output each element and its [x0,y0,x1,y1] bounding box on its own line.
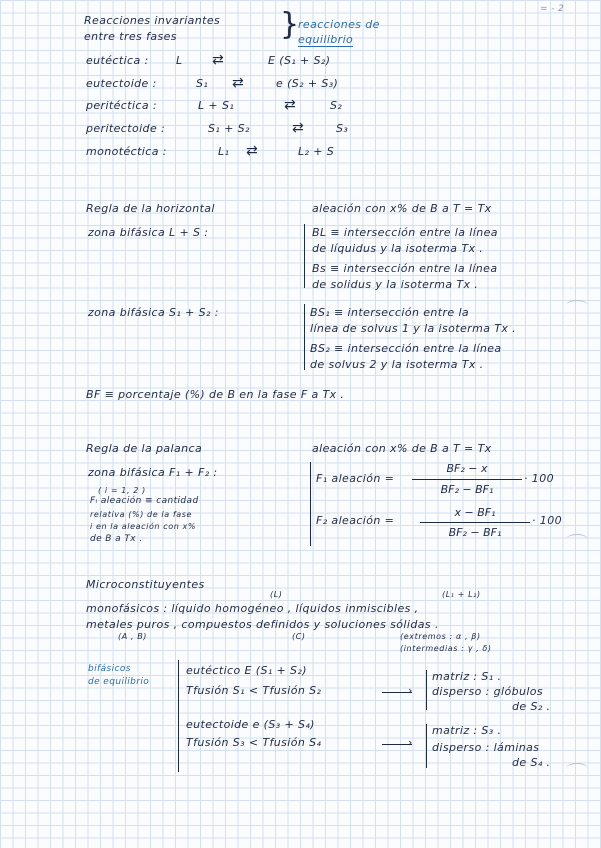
formula-numerator: BF₂ − x [446,462,488,475]
punch-hole-mark [566,763,588,774]
reaction-right: L₂ + S [298,145,335,158]
note-line: relativa (%) de la fase [90,510,193,519]
formula-tail: · 100 [524,472,554,485]
note-line: de B a Tx . [90,534,143,544]
section-subtitle: reacciones de [298,18,380,31]
bracket-line [178,660,179,772]
text-line: monofásicos : líquido homogéneo , líquidos inmiscibles , [86,602,419,615]
footnote: BF ≡ porcentaje (%) de B en la fase F a Tx . [86,388,345,401]
group-line: Tfusión S₁ < Tfusión S₂ [186,684,322,697]
zone-line: de líquidus y la isoterma Tx . [312,242,484,255]
arrow-head: › [408,684,413,697]
brace-line: disperso : láminas [432,741,540,754]
equilibrium-arrow: ⇄ [232,75,245,91]
reaction-left: L + S₁ [198,99,235,112]
condition-text: aleación con x% de B a T = Tx [312,202,492,215]
punch-hole-mark [566,534,588,545]
section-title: Regla de la palanca [86,442,203,455]
text-line: metales puros , compuestos definidos y soluciones sólidas . [86,618,439,631]
reaction-right: E (S₁ + S₂) [268,54,331,67]
note-line: Fᵢ aleación ≡ cantidad [90,496,199,506]
divider-line [304,224,305,288]
annotation: (C) [292,632,306,641]
annotation: (intermedias : γ , δ) [400,644,492,653]
reaction-name: peritectoide : [86,122,166,135]
brace-line [426,670,427,710]
annotation: (A , B) [118,632,148,641]
zone-line: BS₂ ≡ intersección entre la línea [310,342,502,355]
page-mark: = - 2 [540,4,565,14]
zone-line: BL ≡ intersección entre la línea [312,226,498,239]
section-title: Microconstituyentes [86,578,205,591]
equilibrium-arrow: ⇄ [292,120,305,136]
section-title: Regla de la horizontal [86,202,215,215]
zone-label: zona bifásica F₁ + F₂ : [88,466,218,479]
note-line: ( i = 1, 2 ) [98,486,146,495]
brace-line: de S₄ . [512,756,551,769]
zone-label: zona bifásica S₁ + S₂ : [88,306,219,319]
reaction-left: S₁ [196,77,209,90]
equilibrium-arrow: ⇄ [212,52,225,68]
formula-tail: · 100 [532,514,562,527]
divider-line [304,304,305,370]
section-subtitle: equilibrio [298,33,354,46]
zone-line: línea de solvus 1 y la isoterma Tx . [310,322,517,335]
reaction-name: peritéctica : [86,99,158,112]
reaction-name: eutéctica : [86,54,149,67]
zone-line: de solidus y la isoterma Tx . [312,278,479,291]
brace: matriz : S₃ . [432,724,502,737]
biphasic-label: de equilibrio [88,677,150,687]
formula-denominator: BF₂ − BF₁ [448,526,502,539]
group-line: Tfusión S₃ < Tfusión S₄ [186,736,322,749]
formula-numerator: x − BF₁ [454,506,496,519]
divider-line [310,462,311,546]
group-line: eutéctico E (S₁ + S₂) [186,664,307,677]
reaction-right: S₂ [330,99,343,112]
biphasic-label: bifásicos [88,664,131,674]
reaction-left: L [176,54,183,67]
annotation: (L₁ + L₂) [442,590,481,599]
brace: } [280,7,300,42]
brace: matriz : S₁ . [432,670,502,683]
formula-lhs: F₁ aleación = [316,472,395,485]
fraction-bar [420,522,530,523]
reaction-name: eutectoide : [86,77,157,90]
fraction-bar [412,479,522,480]
zone-line: Bs ≡ intersección entre la línea [312,262,498,275]
annotation: (L) [270,590,283,599]
formula-lhs: F₂ aleación = [316,514,395,527]
formula-denominator: BF₂ − BF₁ [440,483,494,496]
note-line: i en la aleación con x% [90,522,197,531]
zone-label: zona bifásica L + S : [88,226,209,239]
brace-line: disperso : glóbulos [432,685,544,698]
section-title: Reacciones invariantes [84,14,221,27]
reaction-left: L₁ [218,145,230,158]
arrow-head: › [408,736,413,749]
reaction-name: monotéctica : [86,145,167,158]
section-title: entre tres fases [84,30,177,43]
punch-hole-mark [566,300,588,311]
reaction-right: e (S₂ + S₃) [276,77,339,90]
equilibrium-arrow: ⇄ [284,97,297,113]
group-line: eutectoide e (S₃ + S₄) [186,718,315,731]
zone-line: BS₁ ≡ intersección entre la [310,306,470,319]
brace-line: de S₂ . [512,700,551,713]
equilibrium-arrow: ⇄ [246,143,259,159]
annotation: (extremos : α , β) [400,632,481,641]
reaction-right: S₃ [336,122,349,135]
brace-line [426,724,427,768]
reaction-left: S₁ + S₂ [208,122,250,135]
condition-text: aleación con x% de B a T = Tx [312,442,492,455]
zone-line: de solvus 2 y la isoterma Tx . [310,358,484,371]
